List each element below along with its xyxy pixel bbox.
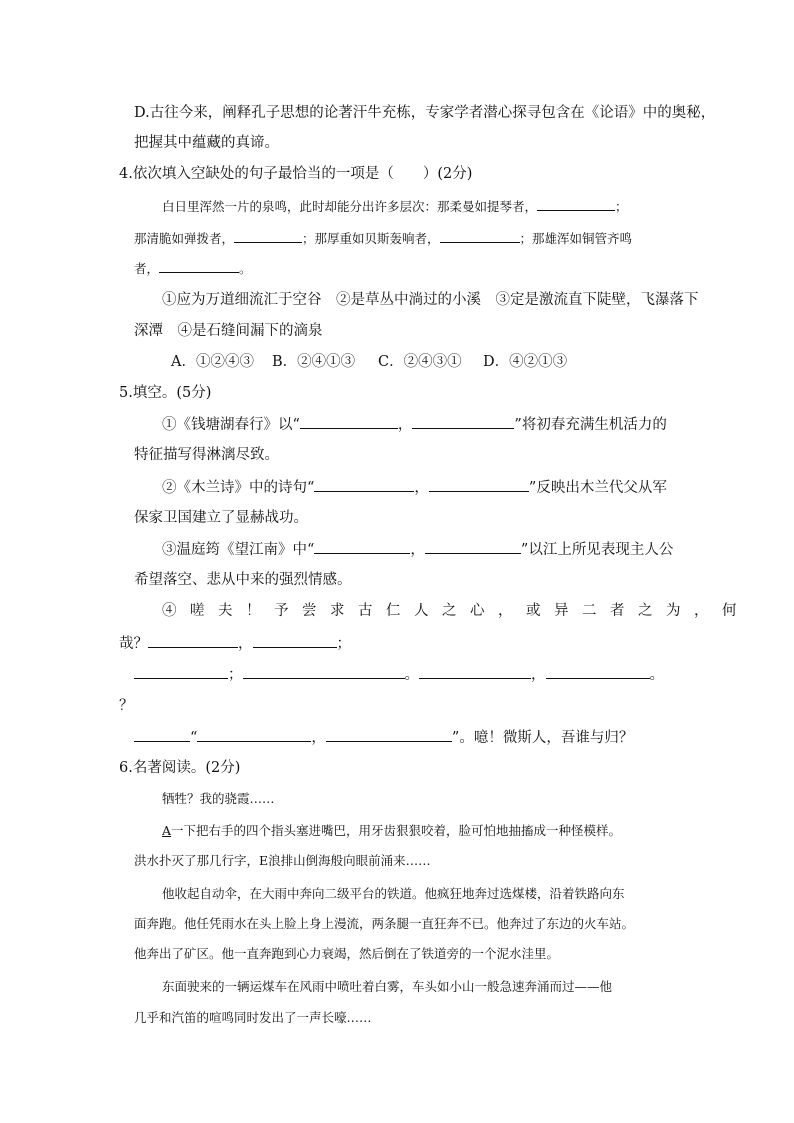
q5-blank-3b[interactable] — [425, 539, 521, 554]
q4-blank-2[interactable] — [234, 228, 302, 243]
q3-option-d-line2: 把握其中蕴藏的真谛。 — [134, 135, 279, 151]
q5-item4-line2: 哉？ ， ； — [119, 633, 351, 654]
q5-item4-line1: ④嗟夫！予尝求古仁人之心，或异二者之为，何 — [162, 603, 750, 619]
q5-item3-line2: 希望落空、悲从中来的强烈情感。 — [134, 572, 352, 588]
q5-title: 5.填空。(5分) — [119, 385, 212, 401]
q6-passage-p2-line3: 他奔出了矿区。他一直奔跑到心力衰竭，然后倒在了铁道旁的一个泥水洼里。 — [134, 946, 560, 961]
q6-passage-p1-line2: 洪水扑灭了那几行字，E浪排山倒海般向眼前涌来…… — [134, 853, 431, 868]
q4-passage-line1: 白日里浑然一片的泉鸣，此时却能分出许多层次：那柔曼如提琴者， ； — [162, 196, 628, 217]
q5-blank-4e[interactable] — [419, 664, 531, 679]
q5-item1-line1: ①《钱塘湖春行》以“ ， ”将初春充满生机活力的 — [162, 414, 667, 435]
q5-item4-line3: ； 。 ， 。 — [134, 664, 664, 685]
q4-choice-d[interactable]: D．④②①③ — [483, 354, 568, 370]
q5-item2-line1: ②《木兰诗》中的诗句“ ， ”反映出木兰代父从军 — [162, 477, 667, 498]
q4-blank-1[interactable] — [537, 196, 615, 211]
q5-blank-2a[interactable] — [314, 477, 414, 492]
q3-option-d-line1: D.古往今来，阐释孔子思想的论著汗牛充栋，专家学者潜心探寻包含在《论语》中的奥秘， — [134, 105, 716, 121]
q6-passage-p2-line2: 面奔跑。他任凭雨水在头上脸上身上漫流，两条腿一直狂奔不已。他奔过了东边的火车站。 — [134, 916, 635, 931]
q5-blank-1a[interactable] — [300, 414, 398, 429]
q4-title: 4.依次填入空缺处的句子最恰当的一项是（ ）(2分) — [119, 166, 473, 182]
q5-blank-4a[interactable] — [148, 633, 238, 648]
q6-title: 6.名著阅读。(2分) — [119, 760, 241, 776]
q5-blank-4f[interactable] — [546, 664, 650, 679]
q5-blank-4h[interactable] — [197, 727, 311, 742]
q4-choice-a[interactable]: A．①②④③ — [171, 354, 254, 370]
q5-blank-1b[interactable] — [412, 414, 514, 429]
q4-passage-line3: 者， 。 — [134, 258, 252, 279]
q4-options-line2: 深潭 ④是石缝间漏下的滴泉 — [134, 323, 323, 339]
q5-blank-3a[interactable] — [314, 539, 410, 554]
q5-blank-2b[interactable] — [429, 477, 529, 492]
q5-item4-line4: ？ — [119, 698, 134, 714]
q5-item1-line2: 特征描写得淋漓尽致。 — [134, 447, 279, 463]
q5-item2-line2: 保家卫国建立了显赫战功。 — [134, 510, 308, 526]
q4-blank-3[interactable] — [440, 228, 520, 243]
q6-underlined-a: A — [162, 823, 172, 838]
q5-item4-line5: “ ， ”。噫！微斯人，吾谁与归？ — [134, 727, 633, 748]
q5-blank-4b[interactable] — [253, 633, 337, 648]
q4-passage-line2: 那清脆如弹拨者， ；那厚重如贝斯轰响者， ；那雄浑如铜管齐鸣 — [134, 228, 632, 249]
q5-blank-4c[interactable] — [134, 664, 228, 679]
q5-item3-line1: ③温庭筠《望江南》中“ ， ”以江上所见表现主人公 — [162, 539, 673, 560]
q6-passage-p3-line1: 东面驶来的一辆运煤车在风雨中喷吐着白雾，车头如小山一般急速奔涌而过——他 — [162, 979, 613, 994]
q4-choice-b[interactable]: B．②④①③ — [272, 354, 356, 370]
q5-blank-4d[interactable] — [243, 664, 405, 679]
q4-blank-4[interactable] — [159, 258, 239, 273]
q6-passage-p2-line1: 他收起自动伞，在大雨中奔向二级平台的铁道。他疯狂地奔过选煤楼，沿着铁路向东 — [162, 886, 625, 901]
q6-passage-p0: 牺牲？我的骁霞…… — [162, 791, 275, 806]
q6-passage-p3-line2: 几乎和汽笛的喧鸣同时发出了一声长嚎…… — [134, 1010, 372, 1025]
q5-blank-4g[interactable] — [134, 727, 190, 742]
q4-choice-c[interactable]: C．②④③① — [378, 354, 462, 370]
q4-options-line1: ①应为万道细流汇于空谷 ②是草丛中淌过的小溪 ③定是激流直下陡壁，飞瀑落下 — [162, 292, 699, 308]
q6-passage-p1-line1: A一下把右手的四个指头塞进嘴巴，用牙齿狠狠咬着，脸可怕地抽搐成一种怪模样。 — [162, 823, 622, 838]
q5-blank-4i[interactable] — [326, 727, 452, 742]
